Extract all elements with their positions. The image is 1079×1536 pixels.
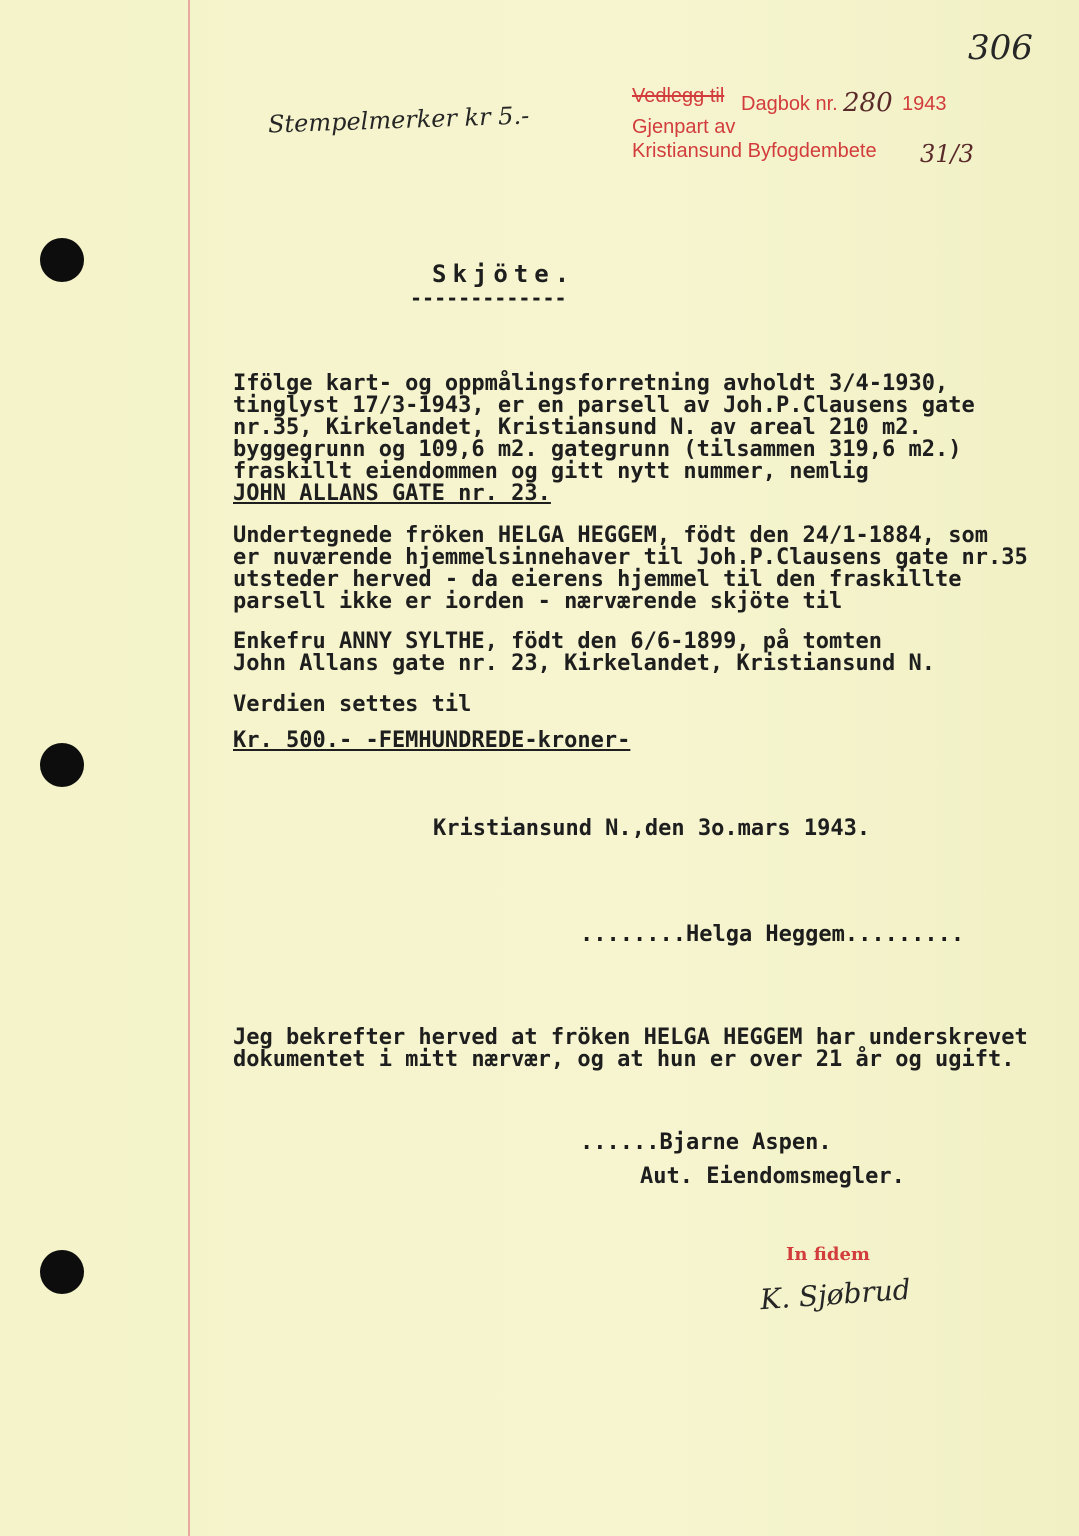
stamp-office: Kristiansund Byfogdembete <box>632 140 877 162</box>
margin-note: Stempelmerker kr 5.- <box>267 101 530 139</box>
paragraph-line: nr.35, Kirkelandet, Kristiansund N. av areal 210 m2. <box>233 415 922 440</box>
document-title: Skjöte. <box>432 260 576 288</box>
paragraph-line: Undertegnede fröken HELGA HEGGEM, födt den 24/1-1884, som <box>233 523 988 548</box>
paragraph-line: Jeg bekrefter herved at fröken HELGA HEGGEM har underskrevet <box>233 1025 1028 1050</box>
stamp-gjenpart: Gjenpart av <box>632 116 736 138</box>
witness-signature: ......Bjarne Aspen. <box>580 1130 832 1155</box>
stamp-dagbok-number: 280 <box>843 88 893 118</box>
grantor-signature: ........Helga Heggem......... <box>580 922 965 947</box>
stamp-year: 1943 <box>902 93 947 115</box>
value-label: Verdien settes til <box>233 692 472 717</box>
in-fidem-stamp: In fidem <box>786 1244 870 1265</box>
paragraph-line: Ifölge kart- og oppmålingsforretning avholdt 3/4-1930, <box>233 371 949 396</box>
title-underline: ------------- <box>410 286 567 310</box>
punch-hole-bottom <box>40 1250 84 1294</box>
fidem-signature: K. Sjøbrud <box>759 1272 912 1317</box>
stamp-struck-text: Vedlegg til <box>632 85 725 107</box>
paragraph-line: Enkefru ANNY SYLTHE, födt den 6/6-1899, på tomten <box>233 629 883 654</box>
paragraph-line: parsell ikke er iorden - nærværende skjöte til <box>233 589 843 614</box>
stamp-date: 31/3 <box>920 140 974 168</box>
place-date: Kristiansund N.,den 3o.mars 1943. <box>433 816 871 841</box>
stamp-dagbok-label: Dagbok nr. <box>741 93 838 115</box>
paragraph-line: dokumentet i mitt nærvær, og at hun er over 21 år og ugift. <box>233 1047 1015 1072</box>
margin-line <box>188 0 190 1536</box>
punch-hole-middle <box>40 743 84 787</box>
value-amount: Kr. 500.- -FEMHUNDREDE-kroner- <box>233 728 631 753</box>
page-number: 306 <box>968 28 1033 68</box>
punch-hole-top <box>40 238 84 282</box>
new-address: JOHN ALLANS GATE nr. 23. <box>233 481 551 506</box>
paragraph-line: byggegrunn og 109,6 m2. gategrunn (tilsammen 319,6 m2.) <box>233 437 962 462</box>
paragraph-line: er nuværende hjemmelsinnehaver til Joh.P.Clausens gate nr.35 <box>233 545 1028 570</box>
paragraph-line: utsteder herved - da eierens hjemmel til den fraskillte <box>233 567 962 592</box>
witness-title: Aut. Eiendomsmegler. <box>640 1164 905 1189</box>
paragraph-line: tinglyst 17/3-1943, er en parsell av Joh.P.Clausens gate <box>233 393 975 418</box>
paragraph-line: John Allans gate nr. 23, Kirkelandet, Kristiansund N. <box>233 651 935 676</box>
paragraph-line: fraskillt eiendommen og gitt nytt nummer, nemlig <box>233 459 869 484</box>
